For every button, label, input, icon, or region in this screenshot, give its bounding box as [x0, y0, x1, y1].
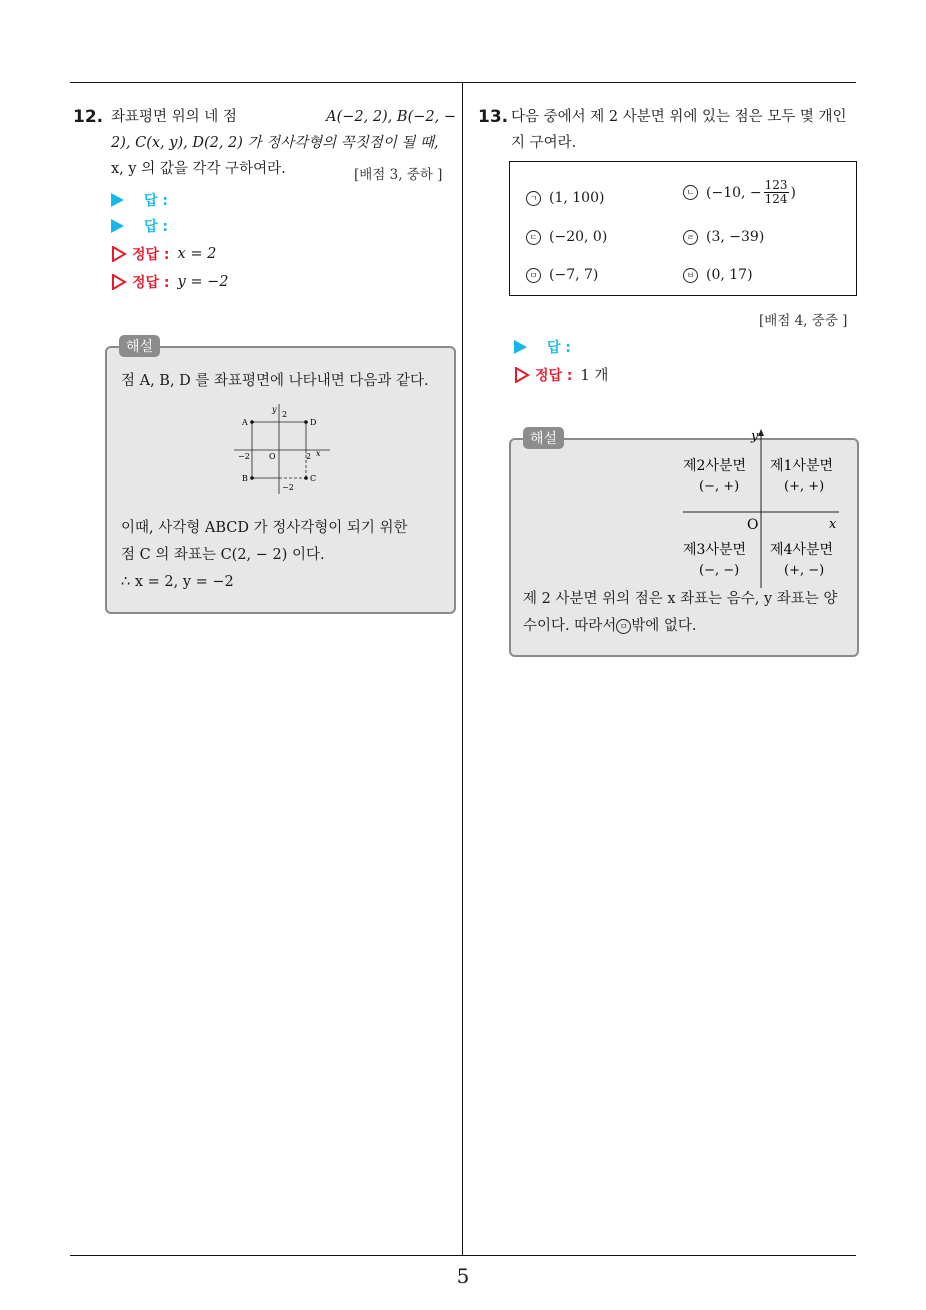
- quadrant-1-sign: (+, +): [784, 479, 825, 494]
- graph-x-tick-neg: −2: [238, 452, 250, 461]
- q12-correct-row-2: [111, 272, 228, 292]
- q12-coordinate-graph: [232, 400, 332, 496]
- question-13-text: [511, 104, 857, 156]
- choice-mark-icon: ㄹ: [683, 230, 698, 245]
- q13-line1: 다음 중에서 제 2 사분면 위에 있는 점은 모두 몇 개인: [511, 109, 847, 125]
- q12-correct-label-2: 정답 :: [132, 275, 170, 291]
- q13-quadrant-diagram: [511, 428, 857, 588]
- q13-answer-row[interactable]: [514, 337, 571, 357]
- q12-score: [배점 3, 중하 ]: [354, 167, 443, 183]
- q12-correct-label-1: 정답 :: [132, 247, 170, 263]
- q13-solution-line1: 제 2 사분면 위의 점은 x 좌표는 음수, y 좌표는 양: [523, 591, 838, 607]
- q13-solution-box: [509, 429, 859, 657]
- choice-mark-icon: ㄷ: [526, 230, 541, 245]
- q13-choice-5[interactable]: ㅁ (−7, 7): [526, 267, 598, 283]
- question-13-number: 13.: [478, 107, 509, 127]
- q12-solution-tag: 해설: [119, 335, 160, 357]
- q12-solution-box: [105, 346, 456, 614]
- graph-origin: O: [269, 452, 276, 461]
- graph-point-a: A: [242, 418, 248, 427]
- quadrant-4-sign: (+, −): [784, 563, 825, 578]
- graph-y-label: y: [272, 405, 277, 414]
- q13-solution-tag: 해설: [523, 427, 564, 449]
- answer-arrow-icon: [111, 193, 124, 207]
- q12-correct-value-2: y = −2: [177, 274, 229, 290]
- q12-line3: x, y 의 값을 각각 구하여라.: [111, 161, 286, 177]
- q13-answer-label: 답 :: [547, 340, 571, 356]
- choice-mark-icon: ㄱ: [526, 191, 541, 206]
- quadrant-1-label: 제1사분면: [770, 458, 834, 474]
- page-number: 5: [456, 1264, 470, 1288]
- graph-y-tick-neg: −2: [282, 483, 294, 492]
- fraction: $\frac{123}{124}$: [764, 178, 788, 206]
- q12-answer-label-1: 답 :: [144, 193, 168, 209]
- graph-x-label: x: [316, 449, 321, 458]
- q13-choices-box: [509, 161, 857, 296]
- graph-point-d: D: [310, 418, 317, 427]
- q12-correct-row-1: [111, 244, 216, 264]
- quadrant-x-label: x: [829, 517, 837, 532]
- q13-score: [배점 4, 중중 ]: [759, 313, 848, 329]
- q12-correct-value-1: x = 2: [177, 246, 217, 262]
- correct-arrow-icon: [111, 246, 127, 262]
- q13-choice-2[interactable]: ㄴ (−10, − $\frac{123}{124}$ ): [683, 179, 796, 206]
- quadrant-3-sign: (−, −): [699, 563, 740, 578]
- q13-choice-6[interactable]: ㅂ (0, 17): [683, 267, 753, 283]
- correct-arrow-icon: [514, 367, 530, 383]
- quadrant-3-label: 제3사분면: [683, 542, 747, 558]
- choice-mark-icon: ㅁ: [526, 268, 541, 283]
- q12-solution-line3: 점 C 의 좌표는 C(2, − 2) 이다.: [121, 547, 325, 563]
- q13-choice-3[interactable]: ㄷ (−20, 0): [526, 229, 607, 245]
- q13-choice-4[interactable]: ㄹ (3, −39): [683, 229, 764, 245]
- q13-line2: 지 구여라.: [511, 135, 577, 151]
- bottom-rule: [70, 1255, 856, 1256]
- quadrant-2-sign: (−, +): [699, 479, 740, 494]
- question-12-number: 12.: [73, 107, 104, 127]
- quadrant-4-label: 제4사분면: [770, 542, 834, 558]
- q13-correct-value: 1 개: [580, 368, 609, 384]
- choice-mark-icon: ㅂ: [683, 268, 698, 283]
- q12-answer-row-1[interactable]: [111, 190, 168, 210]
- q12-line1b: A(−2, 2), B(−2, −: [326, 109, 456, 125]
- choice-mark-icon: ㄴ: [683, 185, 698, 200]
- choice-mark-icon: ㅁ: [616, 619, 631, 634]
- graph-point-b: B: [242, 474, 248, 483]
- q13-correct-label: 정답 :: [535, 367, 573, 384]
- answer-arrow-icon: [111, 219, 124, 233]
- q12-line2: 2), C(x, y), D(2, 2) 가 정사각형의 꼭짓점이 될 때,: [111, 135, 439, 151]
- q12-line1a: 좌표평면 위의 네 점: [111, 109, 237, 125]
- q13-choice-1[interactable]: ㄱ (1, 100): [526, 190, 604, 206]
- q12-solution-line1: 점 A, B, D 를 좌표평면에 나타내면 다음과 같다.: [121, 373, 429, 389]
- q12-solution-line2: 이때, 사각형 ABCD 가 정사각형이 되기 위한: [121, 520, 408, 536]
- graph-y-tick: 2: [282, 410, 288, 419]
- graph-point-c: C: [310, 474, 317, 483]
- q12-solution-line4: ∴ x = 2, y = −2: [121, 574, 234, 590]
- answer-arrow-icon: [514, 340, 527, 354]
- q13-solution-line2: 수이다. 따라서 ㅁ 밖에 없다.: [523, 618, 697, 634]
- column-divider: [462, 82, 463, 1256]
- q12-answer-label-2: 답 :: [144, 219, 168, 235]
- q13-correct-row: [514, 364, 608, 385]
- top-rule: [70, 82, 856, 83]
- q12-answer-row-2[interactable]: [111, 216, 168, 236]
- graph-x-tick-pos: 2: [306, 452, 312, 461]
- quadrant-origin: O: [747, 517, 759, 533]
- correct-arrow-icon: [111, 274, 127, 290]
- quadrant-2-label: 제2사분면: [683, 458, 747, 474]
- quadrant-y-label: y: [751, 429, 759, 444]
